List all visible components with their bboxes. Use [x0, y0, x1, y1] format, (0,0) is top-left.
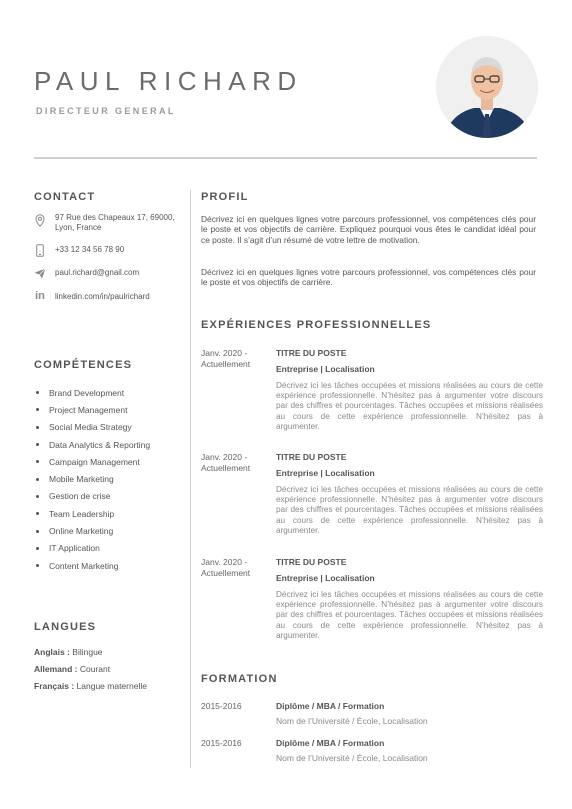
language-item: Anglais : Bilingue: [34, 647, 103, 657]
experience-description: Décrivez ici les tâches occupées et missions réalisées au cours de cette expérience professionnelle. N’hésitez pas à argumenter votre discours par des chiffres et pourcentages. Tâches occupées et missions réalisées au cours de cette expérience professionnelle. N’hésitez pas à argumenter.: [276, 590, 543, 640]
experience-heading: EXPÉRIENCES PROFESSIONNELLES: [201, 319, 432, 331]
skill-item: Mobile Marketing: [34, 470, 150, 487]
skill-item: Content Marketing: [34, 557, 150, 574]
contact-phone: [34, 243, 124, 257]
contact-heading: CONTACT: [34, 191, 96, 203]
skill-item: Data Analytics & Reporting: [34, 436, 150, 453]
experience-date: Janv. 2020 - Actuellement: [201, 557, 251, 578]
job-title: DIRECTEUR GENERAL: [36, 106, 176, 116]
email-text: paul.richard@gnail.com: [55, 268, 140, 277]
education-degree: Diplôme / MBA / Formation: [276, 738, 385, 748]
language-item: Français : Langue maternelle: [34, 681, 147, 691]
language-item: Allemand : Courant: [34, 664, 111, 674]
address-line-2: Lyon, France: [55, 223, 102, 232]
column-divider: [190, 190, 191, 768]
experience-company: Entreprise | Localisation: [276, 573, 375, 583]
contact-address: [34, 213, 175, 233]
skill-item: Online Marketing: [34, 522, 150, 539]
skill-item: Social Media Strategy: [34, 419, 150, 436]
contact-linkedin: [34, 289, 150, 303]
experience-date: Janv. 2020 - Actuellement: [201, 348, 251, 369]
experience-description: Décrivez ici les tâches occupées et missions réalisées au cours de cette expérience professionnelle. N’hésitez pas à argumenter votre discours par des chiffres et pourcentages. Tâches occupées et missions réalisées au cours de cette expérience professionnelle. N’hésitez pas à argumenter.: [276, 381, 543, 431]
phone-icon: [34, 243, 46, 257]
experience-description: Décrivez ici les tâches occupées et missions réalisées au cours de cette expérience professionnelle. N’hésitez pas à argumenter votre discours par des chiffres et pourcentages. Tâches occupées et missions réalisées au cours de cette expérience professionnelle. N’hésitez pas à argumenter.: [276, 485, 543, 535]
profile-paragraph: Décrivez ici en quelques lignes votre parcours professionnel, vos compétences clés pour le poste et vos objectifs de carrière.: [201, 267, 536, 288]
profile-paragraph: Décrivez ici en quelques lignes votre parcours professionnel, vos compétences clés pour le poste et vos objectifs de carrière. Expliquez pourquoi vous êtes le candidat idéal pour ce poste. Il s’agit d’un résumé de votre lettre de motivation.: [201, 214, 536, 245]
education-heading: FORMATION: [201, 673, 278, 685]
skill-item: Gestion de crise: [34, 488, 150, 505]
address-line-1: 97 Rue des Chapeaux 17, 69000,: [55, 213, 175, 222]
education-years: 2015-2016: [201, 701, 242, 711]
skill-item: Campaign Management: [34, 453, 150, 470]
skill-item: Project Management: [34, 401, 150, 418]
experience-title: TITRE DU POSTE: [276, 348, 347, 358]
profile-heading: PROFIL: [201, 191, 249, 203]
send-icon: [34, 266, 46, 280]
contact-email: [34, 266, 139, 280]
education-degree: Diplôme / MBA / Formation: [276, 701, 385, 711]
education-school: Nom de l’Université / École, Localisation: [276, 716, 428, 726]
experience-date: Janv. 2020 - Actuellement: [201, 452, 251, 473]
location-pin-icon: [34, 213, 46, 227]
phone-text: +33 12 34 56 78 90: [55, 245, 125, 254]
skill-item: IT Application: [34, 540, 150, 557]
experience-title: TITRE DU POSTE: [276, 452, 347, 462]
skills-heading: COMPÉTENCES: [34, 359, 133, 371]
linkedin-text: linkedin.com/in/paulrichard: [55, 292, 150, 301]
languages-heading: LANGUES: [34, 621, 97, 633]
skill-item: Team Leadership: [34, 505, 150, 522]
profile-photo: [436, 36, 538, 138]
experience-company: Entreprise | Localisation: [276, 468, 375, 478]
header-divider: [34, 157, 537, 159]
skill-item: Brand Development: [34, 384, 150, 401]
linkedin-icon: in: [35, 290, 45, 302]
experience-company: Entreprise | Localisation: [276, 364, 375, 374]
education-school: Nom de l’Université / École, Localisation: [276, 753, 428, 763]
experience-title: TITRE DU POSTE: [276, 557, 347, 567]
skills-list: [34, 384, 150, 574]
candidate-name: PAUL RICHARD: [34, 66, 303, 96]
education-years: 2015-2016: [201, 738, 242, 748]
